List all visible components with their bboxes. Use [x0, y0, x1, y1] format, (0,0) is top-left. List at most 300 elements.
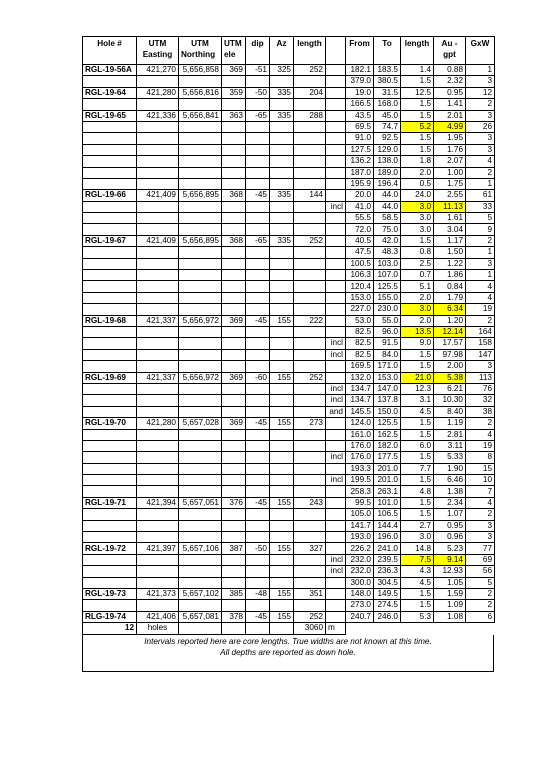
au-grade: 0.95 — [434, 87, 466, 98]
table-row — [83, 304, 495, 315]
blank-cell — [137, 452, 179, 463]
au-grade: 1.61 — [434, 213, 466, 224]
blank-cell — [222, 281, 246, 292]
dip: -60 — [246, 372, 270, 383]
azimuth: 155 — [270, 611, 294, 622]
col-header-utm-ele — [222, 37, 246, 65]
to-depth: 239.5 — [374, 554, 401, 565]
table-row — [83, 395, 495, 406]
blank-cell — [246, 144, 270, 155]
qualifier — [326, 315, 346, 326]
blank-cell — [222, 167, 246, 178]
dip: -45 — [246, 611, 270, 622]
hole-id: RGL-19-69 — [83, 372, 137, 383]
blank-cell — [137, 121, 179, 132]
qualifier: incl — [326, 338, 346, 349]
gram-width: 10 — [466, 475, 495, 486]
au-grade: 5.38 — [434, 372, 466, 383]
qualifier — [326, 258, 346, 269]
qualifier — [326, 87, 346, 98]
to-depth: 182.0 — [374, 440, 401, 451]
interval-length: 0.7 — [401, 270, 434, 281]
gram-width: 2 — [466, 315, 495, 326]
blank-cell — [179, 463, 222, 474]
blank-cell — [294, 201, 326, 212]
from-depth: 120.4 — [346, 281, 374, 292]
utm-elevation: 368 — [222, 190, 246, 201]
blank-cell — [137, 395, 179, 406]
blank-cell — [294, 270, 326, 281]
au-grade: 1.90 — [434, 463, 466, 474]
utm-easting: 421,336 — [137, 110, 179, 121]
blank-cell — [83, 304, 137, 315]
blank-cell — [179, 281, 222, 292]
blank-cell — [179, 475, 222, 486]
qualifier — [326, 144, 346, 155]
blank-cell — [246, 326, 270, 337]
interval-length: 21.0 — [401, 372, 434, 383]
interval-length: 13.5 — [401, 326, 434, 337]
interval-length: 1.5 — [401, 133, 434, 144]
col-header-utm-easting-line2: Easting — [142, 49, 173, 59]
blank-cell — [83, 463, 137, 474]
from-depth: 258.3 — [346, 486, 374, 497]
blank-cell — [83, 76, 137, 87]
table-row — [83, 406, 495, 417]
blank-cell — [246, 121, 270, 132]
hole-id: RGL-19-64 — [83, 87, 137, 98]
blank-cell — [222, 475, 246, 486]
blank-cell — [83, 349, 137, 360]
blank-cell — [270, 440, 294, 451]
table-row — [83, 361, 495, 372]
blank-cell — [270, 566, 294, 577]
blank-cell — [270, 383, 294, 394]
blank-cell — [179, 395, 222, 406]
interval-length: 2.0 — [401, 167, 434, 178]
blank-cell — [83, 440, 137, 451]
totals-blank — [179, 623, 222, 634]
blank-cell — [137, 486, 179, 497]
from-depth: 169.5 — [346, 361, 374, 372]
table-row — [83, 144, 495, 155]
table-row — [83, 600, 495, 611]
utm-elevation: 369 — [222, 418, 246, 429]
to-depth: 91.5 — [374, 338, 401, 349]
blank-cell — [83, 338, 137, 349]
blank-cell — [83, 406, 137, 417]
blank-cell — [246, 532, 270, 543]
to-depth: 42.0 — [374, 235, 401, 246]
to-depth: 274.5 — [374, 600, 401, 611]
au-grade: 1.09 — [434, 600, 466, 611]
gram-width: 2 — [466, 167, 495, 178]
interval-length: 3.0 — [401, 224, 434, 235]
gram-width: 2 — [466, 99, 495, 110]
qualifier: incl — [326, 395, 346, 406]
to-depth: 147.0 — [374, 383, 401, 394]
table-row — [83, 133, 495, 144]
table-row — [83, 65, 495, 76]
blank-cell — [179, 452, 222, 463]
qualifier — [326, 520, 346, 531]
blank-cell — [294, 475, 326, 486]
to-depth: 153.0 — [374, 372, 401, 383]
qualifier — [326, 418, 346, 429]
from-depth: 182.1 — [346, 65, 374, 76]
blank-cell — [246, 133, 270, 144]
blank-cell — [83, 247, 137, 258]
table-row — [83, 372, 495, 383]
interval-length: 5.2 — [401, 121, 434, 132]
blank-cell — [83, 532, 137, 543]
col-header-hole: Hole # — [83, 37, 137, 65]
au-grade: 5.33 — [434, 452, 466, 463]
blank-cell — [270, 76, 294, 87]
to-depth: 138.0 — [374, 156, 401, 167]
from-depth: 20.0 — [346, 190, 374, 201]
au-grade: 1.50 — [434, 247, 466, 258]
gram-width: 1 — [466, 65, 495, 76]
blank-cell — [222, 600, 246, 611]
blank-cell — [179, 509, 222, 520]
dip: -51 — [246, 65, 270, 76]
blank-cell — [222, 178, 246, 189]
from-depth: 41.0 — [346, 201, 374, 212]
au-grade: 1.41 — [434, 99, 466, 110]
blank-cell — [270, 475, 294, 486]
gram-width: 3 — [466, 520, 495, 531]
blank-cell — [179, 258, 222, 269]
gram-width: 1 — [466, 178, 495, 189]
interval-length: 1.5 — [401, 452, 434, 463]
blank-cell — [222, 383, 246, 394]
interval-length: 12.5 — [401, 87, 434, 98]
to-depth: 155.0 — [374, 292, 401, 303]
azimuth: 155 — [270, 497, 294, 508]
blank-cell — [246, 509, 270, 520]
from-depth: 105.0 — [346, 509, 374, 520]
table-row — [83, 532, 495, 543]
au-grade: 1.75 — [434, 178, 466, 189]
col-header-utm-easting-line1: UTM — [148, 39, 167, 48]
total-length-unit: m — [326, 623, 346, 634]
qualifier — [326, 121, 346, 132]
hole-length: 252 — [294, 65, 326, 76]
qualifier — [326, 167, 346, 178]
blank-cell — [246, 452, 270, 463]
blank-cell — [294, 99, 326, 110]
to-depth: 304.5 — [374, 577, 401, 588]
table-row — [83, 326, 495, 337]
blank-cell — [179, 429, 222, 440]
utm-elevation: 369 — [222, 315, 246, 326]
blank-cell — [179, 361, 222, 372]
table-row — [83, 497, 495, 508]
utm-elevation: 385 — [222, 588, 246, 599]
utm-northing: 5,656,972 — [179, 372, 222, 383]
blank-cell — [222, 554, 246, 565]
blank-cell — [83, 577, 137, 588]
gram-width: 77 — [466, 543, 495, 554]
azimuth: 155 — [270, 372, 294, 383]
from-depth: 193.0 — [346, 532, 374, 543]
to-depth: 149.5 — [374, 588, 401, 599]
gram-width: 1 — [466, 247, 495, 258]
qualifier — [326, 281, 346, 292]
blank-cell — [294, 349, 326, 360]
table-row — [83, 315, 495, 326]
blank-cell — [83, 475, 137, 486]
blank-cell — [83, 383, 137, 394]
blank-cell — [179, 338, 222, 349]
qualifier — [326, 577, 346, 588]
results-body — [83, 65, 495, 623]
table-row — [83, 167, 495, 178]
table-row — [83, 383, 495, 394]
blank-cell — [83, 258, 137, 269]
hole-length: 204 — [294, 87, 326, 98]
azimuth: 155 — [270, 588, 294, 599]
to-depth: 236.3 — [374, 566, 401, 577]
to-depth: 201.0 — [374, 463, 401, 474]
azimuth: 325 — [270, 65, 294, 76]
gram-width: 5 — [466, 213, 495, 224]
blank-cell — [246, 258, 270, 269]
blank-cell — [222, 144, 246, 155]
blank-cell — [137, 292, 179, 303]
blank-cell — [270, 338, 294, 349]
blank-cell — [179, 326, 222, 337]
blank-cell — [246, 440, 270, 451]
table-row — [83, 463, 495, 474]
interval-length: 0.5 — [401, 178, 434, 189]
blank-cell — [137, 258, 179, 269]
utm-elevation: 363 — [222, 110, 246, 121]
blank-cell — [83, 167, 137, 178]
col-header-au-line1: Au - — [441, 39, 458, 48]
blank-cell — [137, 247, 179, 258]
table-row — [83, 224, 495, 235]
utm-easting: 421,270 — [137, 65, 179, 76]
blank-cell — [179, 156, 222, 167]
interval-length: 5.3 — [401, 611, 434, 622]
blank-cell — [137, 349, 179, 360]
blank-cell — [179, 247, 222, 258]
col-header-gxw: GxW — [466, 37, 495, 65]
au-grade: 1.17 — [434, 235, 466, 246]
blank-cell — [137, 338, 179, 349]
blank-cell — [294, 440, 326, 451]
blank-cell — [179, 440, 222, 451]
blank-cell — [83, 292, 137, 303]
total-hole-label: holes — [137, 623, 179, 634]
blank-cell — [270, 167, 294, 178]
footnote-line-2: All depths are reported as down hole. — [220, 648, 356, 658]
drill-results-table — [82, 36, 495, 635]
utm-elevation: 378 — [222, 611, 246, 622]
blank-cell — [137, 406, 179, 417]
to-depth: 150.0 — [374, 406, 401, 417]
hole-id: RGL-19-68 — [83, 315, 137, 326]
table-row — [83, 258, 495, 269]
to-depth: 125.5 — [374, 418, 401, 429]
blank-cell — [294, 304, 326, 315]
table-row — [83, 509, 495, 520]
to-depth: 189.0 — [374, 167, 401, 178]
blank-cell — [270, 349, 294, 360]
qualifier — [326, 110, 346, 121]
qualifier — [326, 235, 346, 246]
au-grade: 11.13 — [434, 201, 466, 212]
hole-id: RGL-19-56A — [83, 65, 137, 76]
to-depth: 107.0 — [374, 270, 401, 281]
from-depth: 82.5 — [346, 326, 374, 337]
table-row — [83, 213, 495, 224]
gram-width: 76 — [466, 383, 495, 394]
blank-cell — [246, 383, 270, 394]
interval-length: 2.5 — [401, 258, 434, 269]
blank-cell — [222, 133, 246, 144]
blank-cell — [83, 361, 137, 372]
blank-cell — [270, 509, 294, 520]
blank-cell — [270, 577, 294, 588]
qualifier: incl — [326, 452, 346, 463]
au-grade: 1.00 — [434, 167, 466, 178]
blank-cell — [270, 121, 294, 132]
blank-cell — [270, 201, 294, 212]
blank-cell — [270, 133, 294, 144]
interval-length: 1.5 — [401, 588, 434, 599]
blank-cell — [246, 213, 270, 224]
table-row — [83, 156, 495, 167]
blank-cell — [294, 486, 326, 497]
blank-cell — [179, 486, 222, 497]
blank-cell — [179, 349, 222, 360]
interval-length: 2.0 — [401, 292, 434, 303]
blank-cell — [179, 178, 222, 189]
au-grade: 1.86 — [434, 270, 466, 281]
dip: -50 — [246, 87, 270, 98]
blank-cell — [222, 349, 246, 360]
interval-length: 7.5 — [401, 554, 434, 565]
blank-cell — [137, 144, 179, 155]
qualifier — [326, 156, 346, 167]
blank-cell — [294, 178, 326, 189]
from-depth: 148.0 — [346, 588, 374, 599]
blank-cell — [222, 361, 246, 372]
interval-length: 1.5 — [401, 497, 434, 508]
to-depth: 241.0 — [374, 543, 401, 554]
interval-length: 3.0 — [401, 304, 434, 315]
au-grade: 1.08 — [434, 611, 466, 622]
blank-cell — [222, 258, 246, 269]
blank-cell — [222, 509, 246, 520]
table-row — [83, 577, 495, 588]
qualifier: incl — [326, 554, 346, 565]
qualifier — [326, 76, 346, 87]
qualifier: incl — [326, 566, 346, 577]
qualifier — [326, 429, 346, 440]
blank-cell — [270, 600, 294, 611]
from-depth: 166.5 — [346, 99, 374, 110]
interval-length: 1.5 — [401, 361, 434, 372]
blank-cell — [179, 167, 222, 178]
blank-cell — [246, 406, 270, 417]
au-grade: 5.23 — [434, 543, 466, 554]
blank-cell — [222, 452, 246, 463]
qualifier — [326, 361, 346, 372]
to-depth: 125.5 — [374, 281, 401, 292]
from-depth: 134.7 — [346, 383, 374, 394]
blank-cell — [83, 566, 137, 577]
blank-cell — [137, 178, 179, 189]
from-depth: 193.3 — [346, 463, 374, 474]
col-header-utm-northing-line1: UTM — [191, 39, 209, 48]
gram-width: 12 — [466, 87, 495, 98]
blank-cell — [270, 452, 294, 463]
blank-cell — [179, 224, 222, 235]
to-depth: 101.0 — [374, 497, 401, 508]
blank-cell — [179, 121, 222, 132]
interval-length: 1.5 — [401, 429, 434, 440]
from-depth: 176.0 — [346, 440, 374, 451]
blank-cell — [222, 486, 246, 497]
qualifier — [326, 270, 346, 281]
qualifier — [326, 440, 346, 451]
to-depth: 144.4 — [374, 520, 401, 531]
blank-cell — [137, 281, 179, 292]
to-depth: 58.5 — [374, 213, 401, 224]
au-grade: 1.05 — [434, 577, 466, 588]
table-row — [83, 121, 495, 132]
blank-cell — [246, 76, 270, 87]
au-grade: 0.84 — [434, 281, 466, 292]
from-depth: 91.0 — [346, 133, 374, 144]
hole-length: 144 — [294, 190, 326, 201]
au-grade: 0.88 — [434, 65, 466, 76]
azimuth: 335 — [270, 110, 294, 121]
table-row — [83, 418, 495, 429]
to-depth: 263.1 — [374, 486, 401, 497]
blank-cell — [294, 224, 326, 235]
table-row — [83, 486, 495, 497]
gram-width: 3 — [466, 532, 495, 543]
blank-cell — [83, 395, 137, 406]
qualifier — [326, 213, 346, 224]
hole-id: RGL-19-65 — [83, 110, 137, 121]
to-depth: 84.0 — [374, 349, 401, 360]
utm-easting: 421,409 — [137, 190, 179, 201]
utm-easting: 421,406 — [137, 611, 179, 622]
totals-blank — [346, 623, 495, 634]
interval-length: 14.8 — [401, 543, 434, 554]
blank-cell — [246, 429, 270, 440]
blank-cell — [179, 270, 222, 281]
blank-cell — [246, 475, 270, 486]
blank-cell — [294, 156, 326, 167]
table-row — [83, 520, 495, 531]
au-grade: 3.04 — [434, 224, 466, 235]
blank-cell — [179, 133, 222, 144]
to-depth: 183.5 — [374, 65, 401, 76]
blank-cell — [294, 520, 326, 531]
interval-length: 4.5 — [401, 577, 434, 588]
au-grade: 0.96 — [434, 532, 466, 543]
blank-cell — [83, 281, 137, 292]
au-grade: 2.55 — [434, 190, 466, 201]
blank-cell — [83, 224, 137, 235]
